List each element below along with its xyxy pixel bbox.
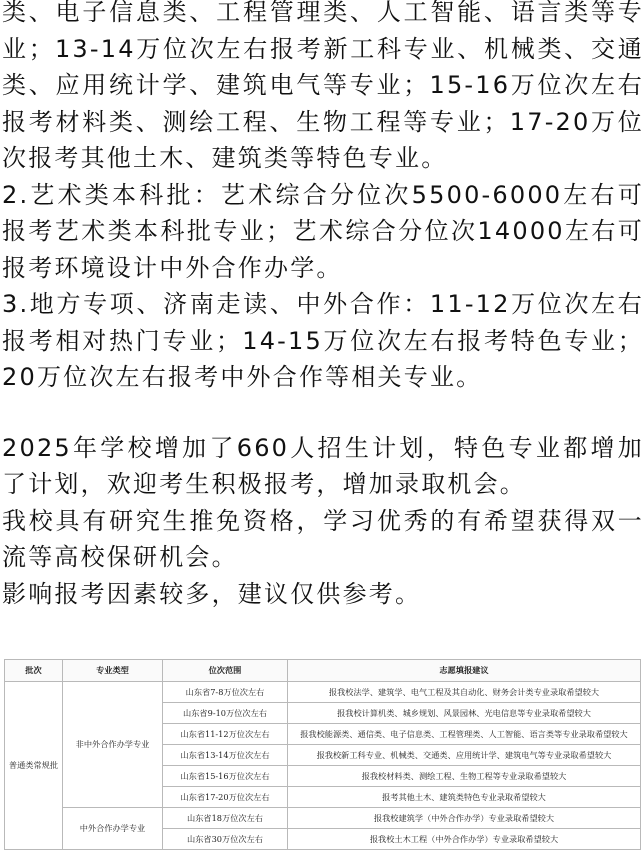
major-type-cell: 中外合作办学专业 — [63, 808, 163, 850]
rank-cell: 山东省13-14万位次左右 — [163, 745, 288, 766]
advice-cell: 报我校建筑学（中外合作办学）专业录取希望较大 — [288, 808, 641, 829]
advice-cell: 报我校土木工程（中外合作办学）专业录取希望较大 — [288, 829, 641, 850]
advice-cell: 报我校材料类、测绘工程、生物工程等专业录取希望较大 — [288, 766, 641, 787]
paragraph-local-special: 3.地方专项、济南走读、中外合作：11-12万位次左右报考相对热门专业；14-15万位次左右报考特色专业；20万位次左右报考中外合作等相关专业。 — [2, 290, 644, 391]
article-body — [2, 0, 644, 612]
paragraph-art-batch: 2.艺术类本科批：艺术综合分位次5500-6000左右可报考艺术类本科批专业；艺术综合分位次14000左右可报考环境设计中外合作办学。 — [2, 180, 644, 282]
rank-cell: 山东省15-16万位次左右 — [163, 766, 288, 787]
rank-cell: 山东省17-20万位次左右 — [163, 787, 288, 808]
table-row — [5, 808, 641, 829]
paragraph-enrollment-plan: 2025年学校增加了660人招生计划，特色专业都增加了计划，欢迎考生积极报考，增加录取机会。 — [2, 433, 644, 498]
header-rank-range: 位次范围 — [163, 660, 288, 682]
advice-cell: 报我校法学、建筑学、电气工程及其自动化、财务会计类专业录取希望较大 — [288, 682, 641, 703]
rank-cell: 山东省9-10万位次左右 — [163, 703, 288, 724]
advice-cell: 报我校新工科专业、机械类、交通类、应用统计学、建筑电气等专业录取希望较大 — [288, 745, 641, 766]
batch-cell: 普通类常规批 — [5, 682, 63, 850]
admission-advice-table — [4, 659, 641, 850]
header-batch: 批次 — [5, 660, 63, 682]
header-major-type: 专业类型 — [63, 660, 163, 682]
paragraph-spacer — [2, 396, 644, 430]
paragraph-disclaimer: 影响报考因素较多，建议仅供参考。 — [2, 579, 422, 608]
advice-cell: 报我校计算机类、城乡规划、风景园林、光电信息等专业录取希望较大 — [288, 703, 641, 724]
rank-cell: 山东省30万位次左右 — [163, 829, 288, 850]
rank-cell: 山东省11-12万位次左右 — [163, 724, 288, 745]
paragraph-postgrad: 我校具有研究生推免资格，学习优秀的有希望获得双一流等高校保研机会。 — [2, 506, 644, 571]
paragraph-admission-ranks: 类、电子信息类、工程管理类、人工智能、语言类等专业；13-14万位次左右报考新工科专业、机械类、交通类、应用统计学、建筑电气等专业；15-16万位次左右报考材料类、测绘工程、生物工程等专业；17-20万位次报考其他土木、建筑类等特色专业。 — [2, 0, 644, 172]
advice-cell: 报我校能源类、通信类、电子信息类、工程管理类、人工智能、语言类等专业录取希望较大 — [288, 724, 641, 745]
table-header-row — [5, 660, 641, 682]
rank-cell: 山东省7-8万位次左右 — [163, 682, 288, 703]
header-advice: 志愿填报建议 — [288, 660, 641, 682]
table-row — [5, 682, 641, 703]
rank-cell: 山东省18万位次左右 — [163, 808, 288, 829]
major-type-cell: 非中外合作办学专业 — [63, 682, 163, 808]
advice-cell: 报考其他土木、建筑类特色专业录取希望较大 — [288, 787, 641, 808]
